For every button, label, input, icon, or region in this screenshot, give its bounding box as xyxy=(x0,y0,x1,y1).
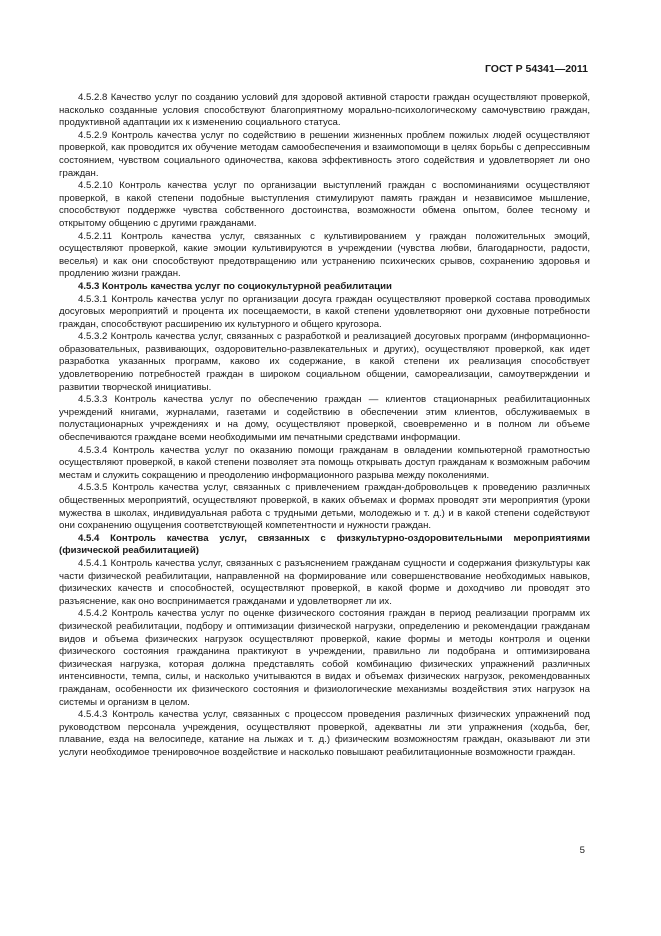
paragraph: 4.5.4.3 Контроль качества услуг, связанных с процессом проведения различных физических упражнений под руководством персонала учреждения, осуществляют проверкой, адекватны ли эти упражнения (ходьба, бег, плавание, езда на велосипеде, катание на лыжах и т. д.) физическим возможностям граждан, оказывают ли эти услуги необходимое тренировочное воздействие и насколько повышают реабилитационные возможности граждан. xyxy=(59,709,590,758)
paragraph: 4.5.2.8 Качество услуг по созданию условий для здоровой активной старости граждан осуществляют проверкой, насколько созданные условия способствуют благоприятному морально-психологическому самочувствию граждан, продуктивной адаптации их к изменению социального статуса. xyxy=(59,92,590,129)
page-number: 5 xyxy=(579,845,585,856)
paragraph: 4.5.4.1 Контроль качества услуг, связанных с разъяснением гражданам сущности и содержания физкультуры как части физической реабилитации, направленной на формирование или совершенствование необходимых навыков, физических качеств и способностей, осуществляют проверкой, в какой форме и доходчиво ли проводят это разъяснение, как оно воспринимается гражданами и удовлетворяет ли их. xyxy=(59,557,590,607)
section-heading: 4.5.4 Контроль качества услуг, связанных с физкультурно-оздоровительными мероприятиями (физической реабилитацией) xyxy=(59,532,590,557)
section-heading: 4.5.3 Контроль качества услуг по социокультурной реабилитации xyxy=(78,280,392,292)
paragraph: 4.5.4.2 Контроль качества услуг по оценке физического состояния граждан в период реализации программ их физической реабилитации, подбору и оптимизации физической нагрузки, определению и рекомендации гражданам видов и объема физических нагрузок осуществляют проверкой, какие формы и методы контроля и оценки физического состояния гражданина практикуют в учреждении, правильно ли подобрана и оптимизирована физическая нагрузка, которая должна представлять собой комбинацию физических упражнений различных интенсивности, темпа, силы, и насколько учитываются в видах и объемах физических нагрузок, рекомендованных гражданам, особенности их физического состояния и физиологические механизмы воздействия этих нагрузок на системы и организм в целом. xyxy=(59,608,590,708)
paragraph: 4.5.3.1 Контроль качества услуг по организации досуга граждан осуществляют проверкой состава проводимых досуговых мероприятий и процента их посещаемости, в какой степени удовлетворяют они духовные потребности граждан, способствуют расширению их культурного и общего кругозора. xyxy=(59,293,590,330)
paragraph: 4.5.2.11 Контроль качества услуг, связанных с культивированием у граждан положительных эмоций, осуществляют проверкой, какие эмоции культивируются в учреждении (чувства любви, благодарности, радости, веселья) и как они способствуют предотвращению или устранению психических срывов, сохранению здоровья и продлению жизни граждан. xyxy=(59,230,590,280)
paragraph: 4.5.3.2 Контроль качества услуг, связанных с разработкой и реализацией досуговых программ (информационно-образовательных, развивающих, оздоровительно-развлекательных и других), осуществляют проверкой, как идет разработка указанных программ, каково их содержание, в какой степени их реализация способствует удовлетворению потребностей граждан в широком социальном общении, самореализации, самоутверждении и развитии творческой инициативы. xyxy=(59,331,590,393)
document-code: ГОСТ Р 54341—2011 xyxy=(484,63,588,75)
paragraph: 4.5.3.3 Контроль качества услуг по обеспечению граждан — клиентов стационарных реабилитационных учреждений книгами, журналами, газетами и содействию в обеспечении этим клиентов, обслуживаемых в полустационарных учреждениях и на дому, осуществляют проверкой, своевременно и в полном ли объеме обеспечиваются граждане всеми необходимыми им печатными средствами информации. xyxy=(59,394,590,444)
paragraph: 4.5.2.9 Контроль качества услуг по содействию в решении жизненных проблем пожилых людей осуществляют проверкой, как проводится их обучение методам самообеспечения и взаимопомощи в целях борьбы с депрессивным состоянием, чувством социального одиночества, какова эффективность этого содействия и удовлетворяет ли оно граждан. xyxy=(59,129,590,179)
paragraph: 4.5.3.5 Контроль качества услуг, связанных с привлечением граждан-добровольцев к проведению различных общественных мероприятий, осуществляют проверкой, в каких объемах и формах проводят эти мероприятия (уроки мужества в школах, индивидуальная работа с трудными детьми, молодежью и т. д.) и в какой степени содействуют они сохранению ощущения соответствующей компетентности и нужности граждан. xyxy=(59,482,590,532)
paragraph: 4.5.2.10 Контроль качества услуг по организации выступлений граждан с воспоминаниями осуществляют проверкой, в какой степени подобные выступления стимулируют память граждан и независимое мышление, способствуют поддержке чувства собственного достоинства, возможности обмена опытом, более тесному и открытому общению с другими гражданами. xyxy=(59,180,590,229)
paragraph: 4.5.3.4 Контроль качества услуг по оказанию помощи гражданам в овладении компьютерной грамотностью осуществляют проверкой, в какой степени позволяет эта помощь открывать доступ гражданам к возможным рабочим местам и служить сокращению и преодолению информационного разрыва между поколениями. xyxy=(59,444,590,481)
document-body xyxy=(59,92,590,759)
